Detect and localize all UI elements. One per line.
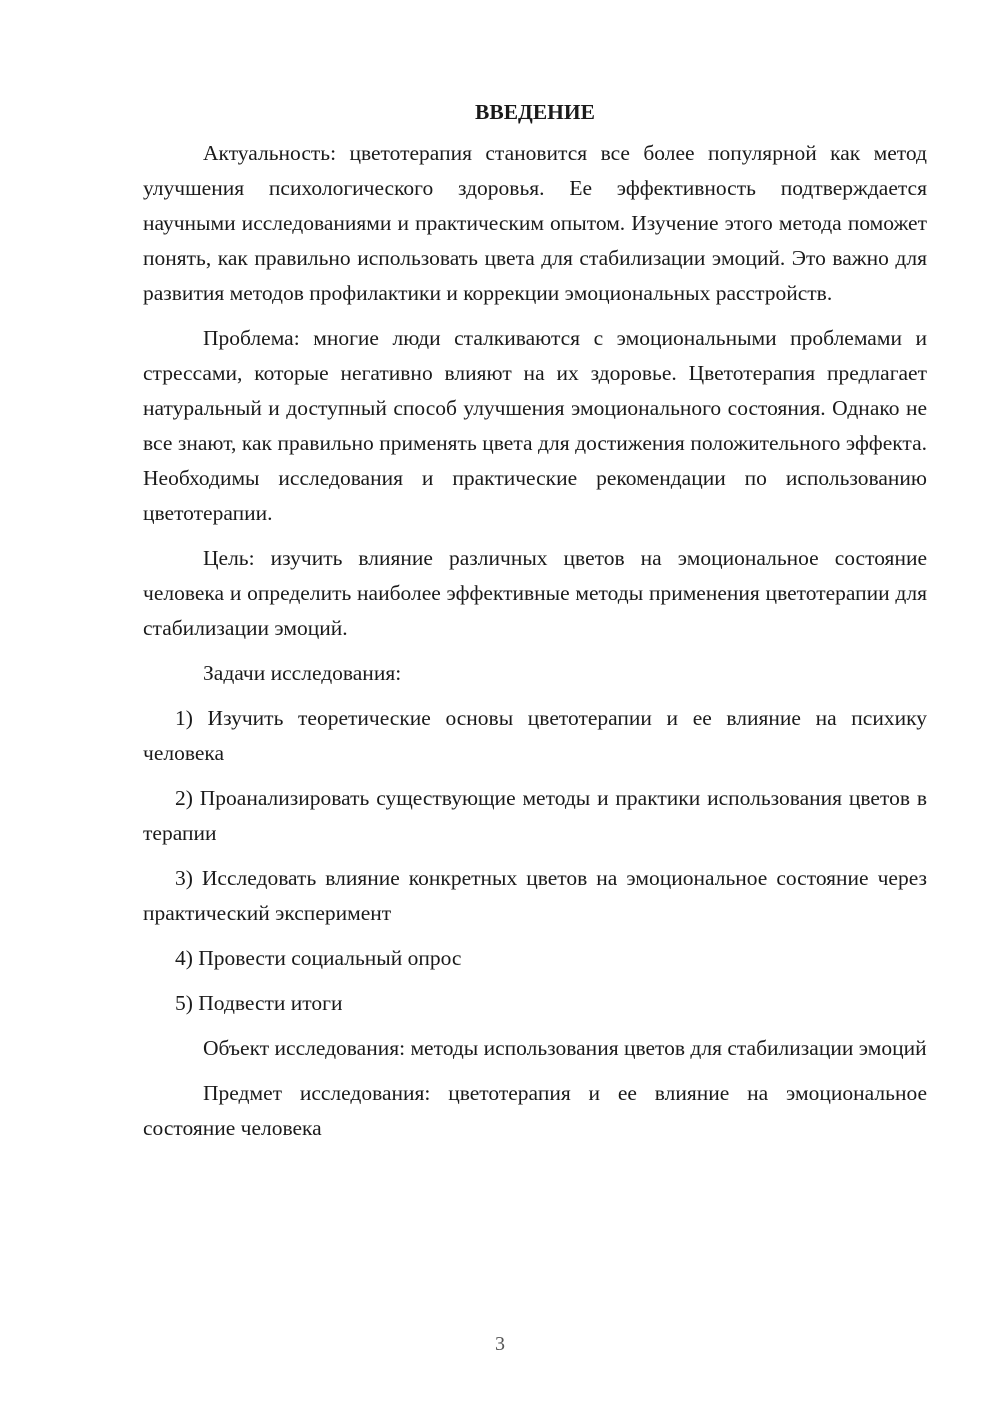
tasks-heading: Задачи исследования: <box>203 661 402 685</box>
subject-paragraph: Предмет исследования: цветотерапия и ее влияние на эмоциональное состояние человека <box>143 1081 927 1140</box>
task-item: 4) Провести социальный опрос <box>175 946 462 970</box>
relevance-paragraph: Актуальность: цветотерапия становится все более популярной как метод улучшения психологического здоровья. Ее эффективность подтверждается научными исследованиями и практическим опытом. Изучение этого метода поможет понять, как правильно использовать цвета для стабилизации эмоций. Это важно для развития методов профилактики и коррекции эмоциональных расстройств. <box>143 141 927 305</box>
object-paragraph: Объект исследования: методы использования цветов для стабилизации эмоций <box>203 1036 927 1060</box>
task-item: 1) Изучить теоретические основы цветотерапии и ее влияние на психику человека <box>143 706 927 765</box>
document-body <box>143 95 927 1156</box>
goal-paragraph: Цель: изучить влияние различных цветов на эмоциональное состояние человека и определить наиболее эффективные методы применения цветотерапии для стабилизации эмоций. <box>143 546 927 640</box>
task-item: 5) Подвести итоги <box>175 991 343 1015</box>
task-item: 3) Исследовать влияние конкретных цветов на эмоциональное состояние через практический эксперимент <box>143 866 927 925</box>
page-title: ВВЕДЕНИЕ <box>475 100 595 124</box>
task-item: 2) Проанализировать существующие методы и практики использования цветов в терапии <box>143 786 927 845</box>
problem-paragraph: Проблема: многие люди сталкиваются с эмоциональными проблемами и стрессами, которые негативно влияют на их здоровье. Цветотерапия предлагает натуральный и доступный способ улучшения эмоционального состояния. Однако не все знают, как правильно применять цвета для достижения положительного эффекта. Необходимы исследования и практические рекомендации по использованию цветотерапии. <box>143 326 927 525</box>
page-number: 3 <box>495 1333 505 1355</box>
